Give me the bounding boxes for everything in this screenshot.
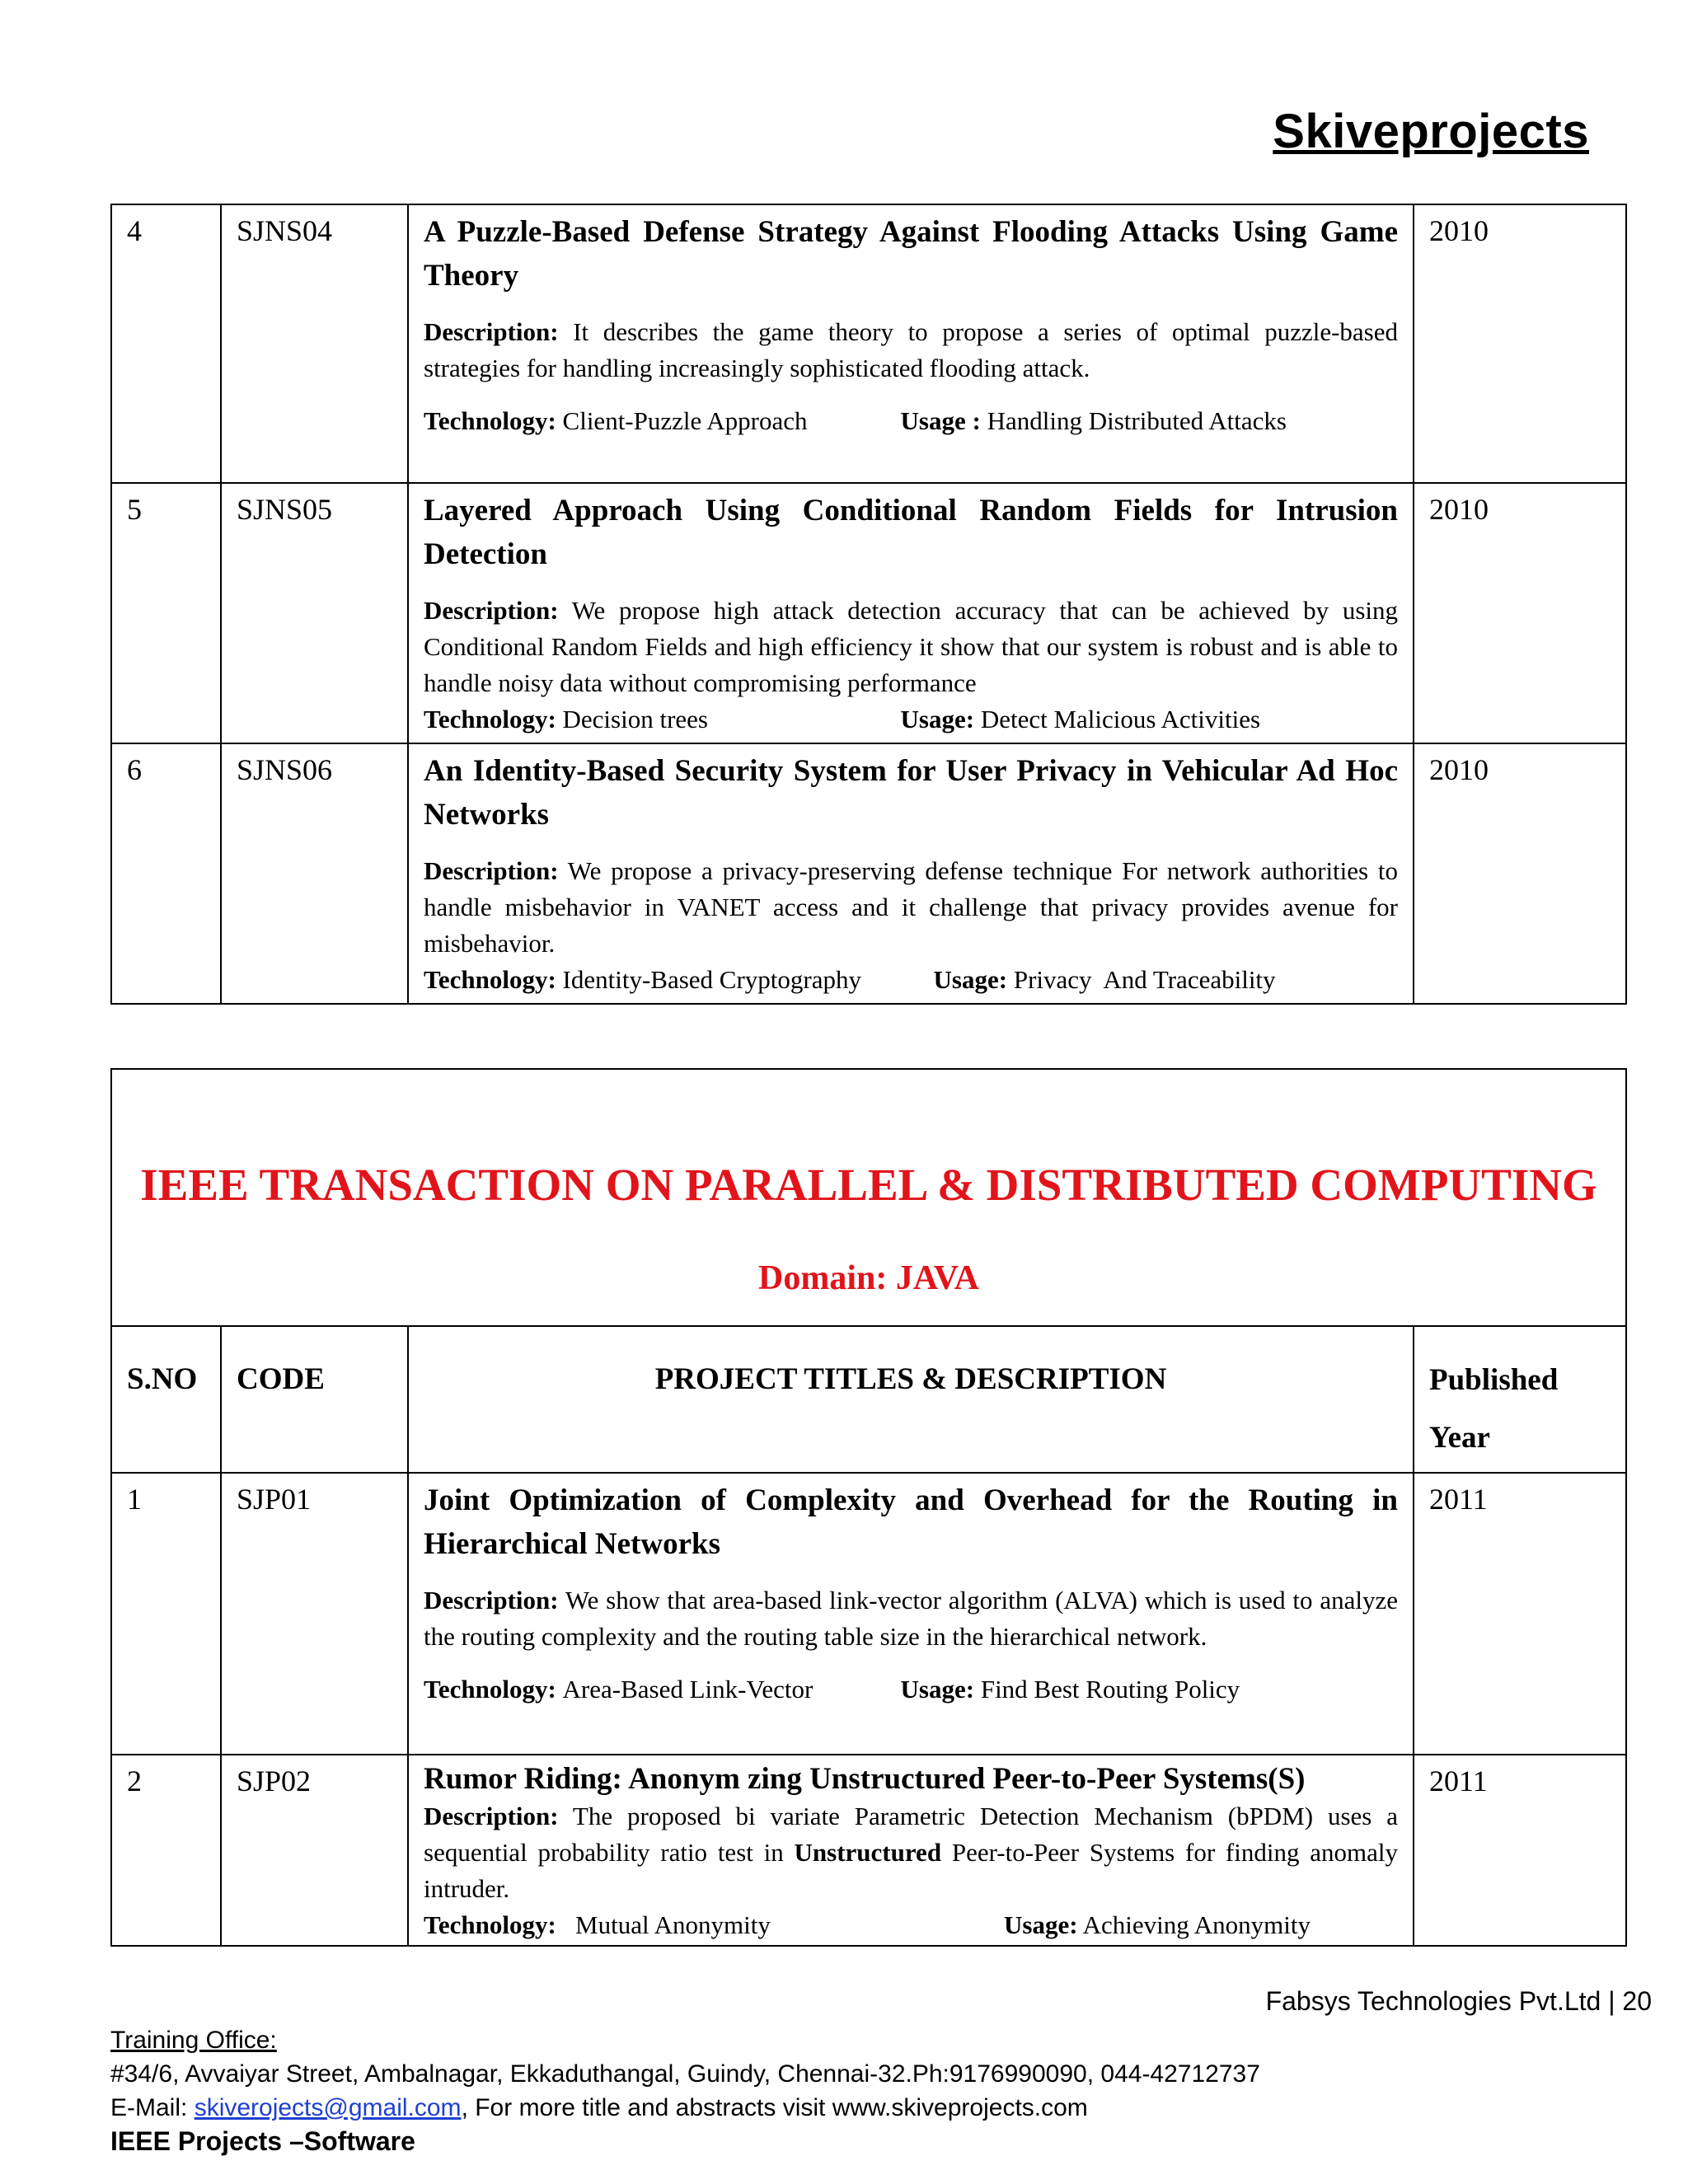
published-year: 2010: [1414, 204, 1626, 483]
table-row: [111, 204, 1626, 483]
technology-label: Technology:: [424, 705, 556, 733]
header-year: [1414, 1326, 1626, 1473]
header-year-line2: Year: [1429, 1421, 1490, 1455]
brand-title: Skiveprojects: [1273, 105, 1589, 158]
project-title: A Puzzle-Based Defense Strategy Against Flooding Attacks Using Game Theory: [424, 215, 1398, 293]
technology-value: Identity-Based Cryptography: [562, 965, 861, 994]
projects-table-parallel-distributed: [110, 1068, 1627, 1947]
usage-label: Usage:: [900, 1675, 975, 1704]
serial-number: 4: [111, 204, 221, 483]
project-code: SJNS04: [221, 204, 408, 483]
project-title: Joint Optimization of Complexity and Overhead for the Routing in Hierarchical Networks: [424, 1483, 1398, 1561]
technology-value: Mutual Anonymity: [575, 1910, 771, 1939]
published-year: 2010: [1414, 743, 1626, 1004]
serial-number: 5: [111, 483, 221, 743]
description-label: Description:: [424, 317, 559, 346]
description-text: We propose high attack detection accuracy that can be achieved by using Conditional Random Fields and high efficiency it show that our system is robust and is able to handle noisy data without compromising performance: [424, 596, 1398, 697]
published-year: 2011: [1414, 1473, 1626, 1755]
published-year: 2011: [1414, 1755, 1626, 1946]
technology-value: Area-Based Link-Vector: [562, 1675, 814, 1704]
domain-label: Domain: JAVA: [758, 1259, 979, 1297]
header-code: CODE: [221, 1326, 408, 1473]
description-label: Description:: [424, 1586, 559, 1615]
projects-table-network-security: [110, 204, 1627, 1005]
header-row: [111, 1326, 1626, 1473]
domain-banner: [111, 1069, 1626, 1326]
project-description-cell: [408, 483, 1414, 743]
technology-value: Client-Puzzle Approach: [562, 406, 808, 435]
company-page-number: Fabsys Technologies Pvt.Ltd | 20: [1265, 1986, 1652, 2016]
technology-label: Technology:: [424, 406, 556, 435]
project-description: [424, 853, 1398, 962]
description-text: We show that area-based link-vector algorithm (ALVA) which is used to analyze the routing complexity and the routing table size in the hierarchical network.: [424, 1586, 1398, 1651]
usage-label: Usage:: [900, 705, 975, 733]
description-text: It describes the game theory to propose a series of optimal puzzle-based strategies for handling increasingly sophisticated flooding attack.: [424, 317, 1398, 382]
description-label: Description:: [424, 596, 559, 625]
project-description-cell: [408, 743, 1414, 1004]
project-code: SJP02: [221, 1755, 408, 1946]
description-text: The proposed bi variate Parametric Detection Mechanism (bPDM) uses a sequential probability ratio test in: [424, 1802, 1398, 1867]
description-text-end: Peer-to-Peer Systems for finding anomaly intruder.: [424, 1838, 1398, 1903]
email-line: [110, 2091, 1260, 2125]
project-description: [424, 593, 1398, 701]
category-label: IEEE Projects –Software: [110, 2126, 415, 2156]
technology-usage-line: [424, 701, 1398, 738]
description-bold-text: Unstructured: [794, 1838, 942, 1867]
project-description: [424, 314, 1398, 387]
project-title: Layered Approach Using Conditional Random Fields for Intrusion Detection: [424, 494, 1398, 571]
serial-number: 2: [111, 1755, 221, 1946]
usage-label: Usage :: [900, 406, 981, 435]
table-row: [111, 483, 1626, 743]
banner-row: [111, 1069, 1626, 1326]
description-label: Description:: [424, 1802, 559, 1830]
technology-label: Technology:: [424, 965, 556, 994]
published-year: 2010: [1414, 483, 1626, 743]
usage-label: Usage:: [933, 965, 1008, 994]
table-row: [111, 1755, 1626, 1946]
technology-label: Technology:: [424, 1910, 556, 1939]
project-code: SJNS05: [221, 483, 408, 743]
description-label: Description:: [424, 856, 559, 885]
technology-usage-line: [424, 1907, 1398, 1943]
header-sno: S.NO: [111, 1326, 221, 1473]
usage-label: Usage:: [1004, 1910, 1078, 1939]
project-description-cell: [408, 1473, 1414, 1755]
project-code: SJNS06: [221, 743, 408, 1004]
transaction-title: IEEE TRANSACTION ON PARALLEL & DISTRIBUTED COMPUTING: [140, 1160, 1597, 1210]
technology-usage-line: [424, 1671, 1398, 1708]
email-link[interactable]: skiverojects@gmail.com: [194, 2094, 462, 2121]
technology-usage-line: [424, 403, 1398, 439]
description-text: We propose a privacy-preserving defense technique For network authorities to handle misbehavior in VANET access and it challenge that privacy provides avenue for misbehavior.: [424, 856, 1398, 958]
project-description: [424, 1798, 1398, 1907]
serial-number: 1: [111, 1473, 221, 1755]
website-text: , For more title and abstracts visit www.skiveprojects.com: [461, 2094, 1088, 2121]
email-prefix: E-Mail:: [110, 2094, 195, 2121]
header-year-line1: Published: [1429, 1363, 1559, 1397]
office-address: #34/6, Avvaiyar Street, Ambalnagar, Ekkaduthangal, Guindy, Chennai-32.Ph:9176990090, 044-42712737: [110, 2060, 1260, 2088]
usage-value: Privacy And Traceability: [1013, 965, 1276, 994]
table-row: [111, 1473, 1626, 1755]
training-office-label: Training Office:: [110, 2027, 277, 2054]
project-description-cell: [408, 204, 1414, 483]
project-title: Rumor Riding: Anonym zing Unstructured Peer-to-Peer Systems(S): [424, 1762, 1306, 1796]
usage-value: Handling Distributed Attacks: [987, 406, 1287, 435]
usage-value: Achieving Anonymity: [1082, 1910, 1311, 1939]
technology-label: Technology:: [424, 1675, 556, 1704]
serial-number: 6: [111, 743, 221, 1004]
project-title: An Identity-Based Security System for User Privacy in Vehicular Ad Hoc Networks: [424, 754, 1398, 832]
project-description: [424, 1582, 1398, 1655]
project-code: SJP01: [221, 1473, 408, 1755]
table-row: [111, 743, 1626, 1004]
usage-value: Detect Malicious Activities: [980, 705, 1261, 733]
technology-value: Decision trees: [562, 705, 708, 733]
header-title: PROJECT TITLES & DESCRIPTION: [408, 1326, 1414, 1473]
usage-value: Find Best Routing Policy: [980, 1675, 1240, 1704]
footer: [110, 2023, 1260, 2158]
technology-usage-line: [424, 962, 1398, 998]
project-description-cell: [408, 1755, 1414, 1946]
